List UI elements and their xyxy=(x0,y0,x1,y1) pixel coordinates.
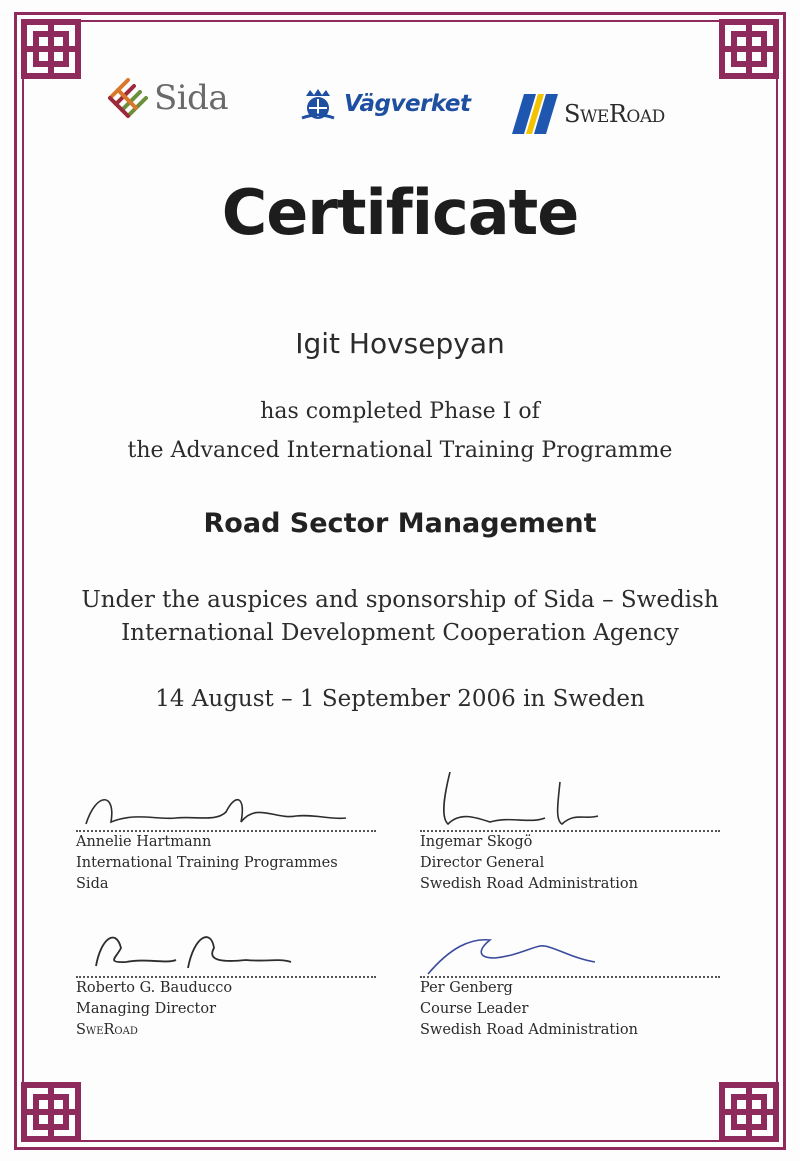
signature-image xyxy=(76,918,396,976)
course-dates: 14 August – 1 September 2006 in Sweden xyxy=(155,686,645,712)
completion-line-1: has completed Phase I of xyxy=(260,399,540,424)
sweroad-logo xyxy=(510,92,665,136)
signatory-role: Director General xyxy=(420,855,545,871)
signature-block xyxy=(420,918,740,1041)
signatory-role: Course Leader xyxy=(420,1001,529,1017)
sweroad-logo-text: SweRoad xyxy=(564,100,665,128)
signatory-name: Roberto G. Bauducco xyxy=(76,980,233,996)
vagverket-logo-text: Vägverket xyxy=(344,91,471,117)
sponsorship-line-2: International Development Cooperation Agency xyxy=(121,620,679,646)
signatory-name: Ingemar Skogö xyxy=(420,834,533,850)
signatory-org: SweRoad xyxy=(76,1022,138,1038)
crown-shield-icon xyxy=(298,86,338,122)
signatory-role: International Training Programmes xyxy=(76,855,338,871)
signature-image xyxy=(420,772,740,830)
signatory-org: Swedish Road Administration xyxy=(420,1022,638,1038)
signature-image xyxy=(420,918,740,976)
sida-logo-text: Sida xyxy=(154,78,229,118)
recipient-name: Igit Hovsepyan xyxy=(295,327,505,360)
sponsorship-line-1: Under the auspices and sponsorship of Sida – Swedish xyxy=(81,587,719,613)
vagverket-logo xyxy=(298,86,471,122)
signature-image xyxy=(76,772,396,830)
corner-knot-ornament-icon xyxy=(716,16,782,82)
certificate-title: Certificate xyxy=(221,176,579,249)
signatory-org: Sida xyxy=(76,876,109,892)
corner-knot-ornament-icon xyxy=(18,1079,84,1145)
road-stripes-icon xyxy=(510,92,560,136)
signatory-org: Swedish Road Administration xyxy=(420,876,638,892)
corner-knot-ornament-icon xyxy=(18,16,84,82)
signature-block xyxy=(420,772,740,895)
sida-logo xyxy=(106,76,228,120)
signatory-role: Managing Director xyxy=(76,1001,217,1017)
signatory-name: Per Genberg xyxy=(420,980,513,996)
corner-knot-ornament-icon xyxy=(716,1079,782,1145)
course-title: Road Sector Management xyxy=(203,508,597,539)
sida-emblem-icon xyxy=(106,76,150,120)
completion-line-2: the Advanced International Training Programme xyxy=(127,438,673,463)
signature-block xyxy=(76,918,396,1041)
signatory-name: Annelie Hartmann xyxy=(76,834,212,850)
signature-block xyxy=(76,772,396,895)
